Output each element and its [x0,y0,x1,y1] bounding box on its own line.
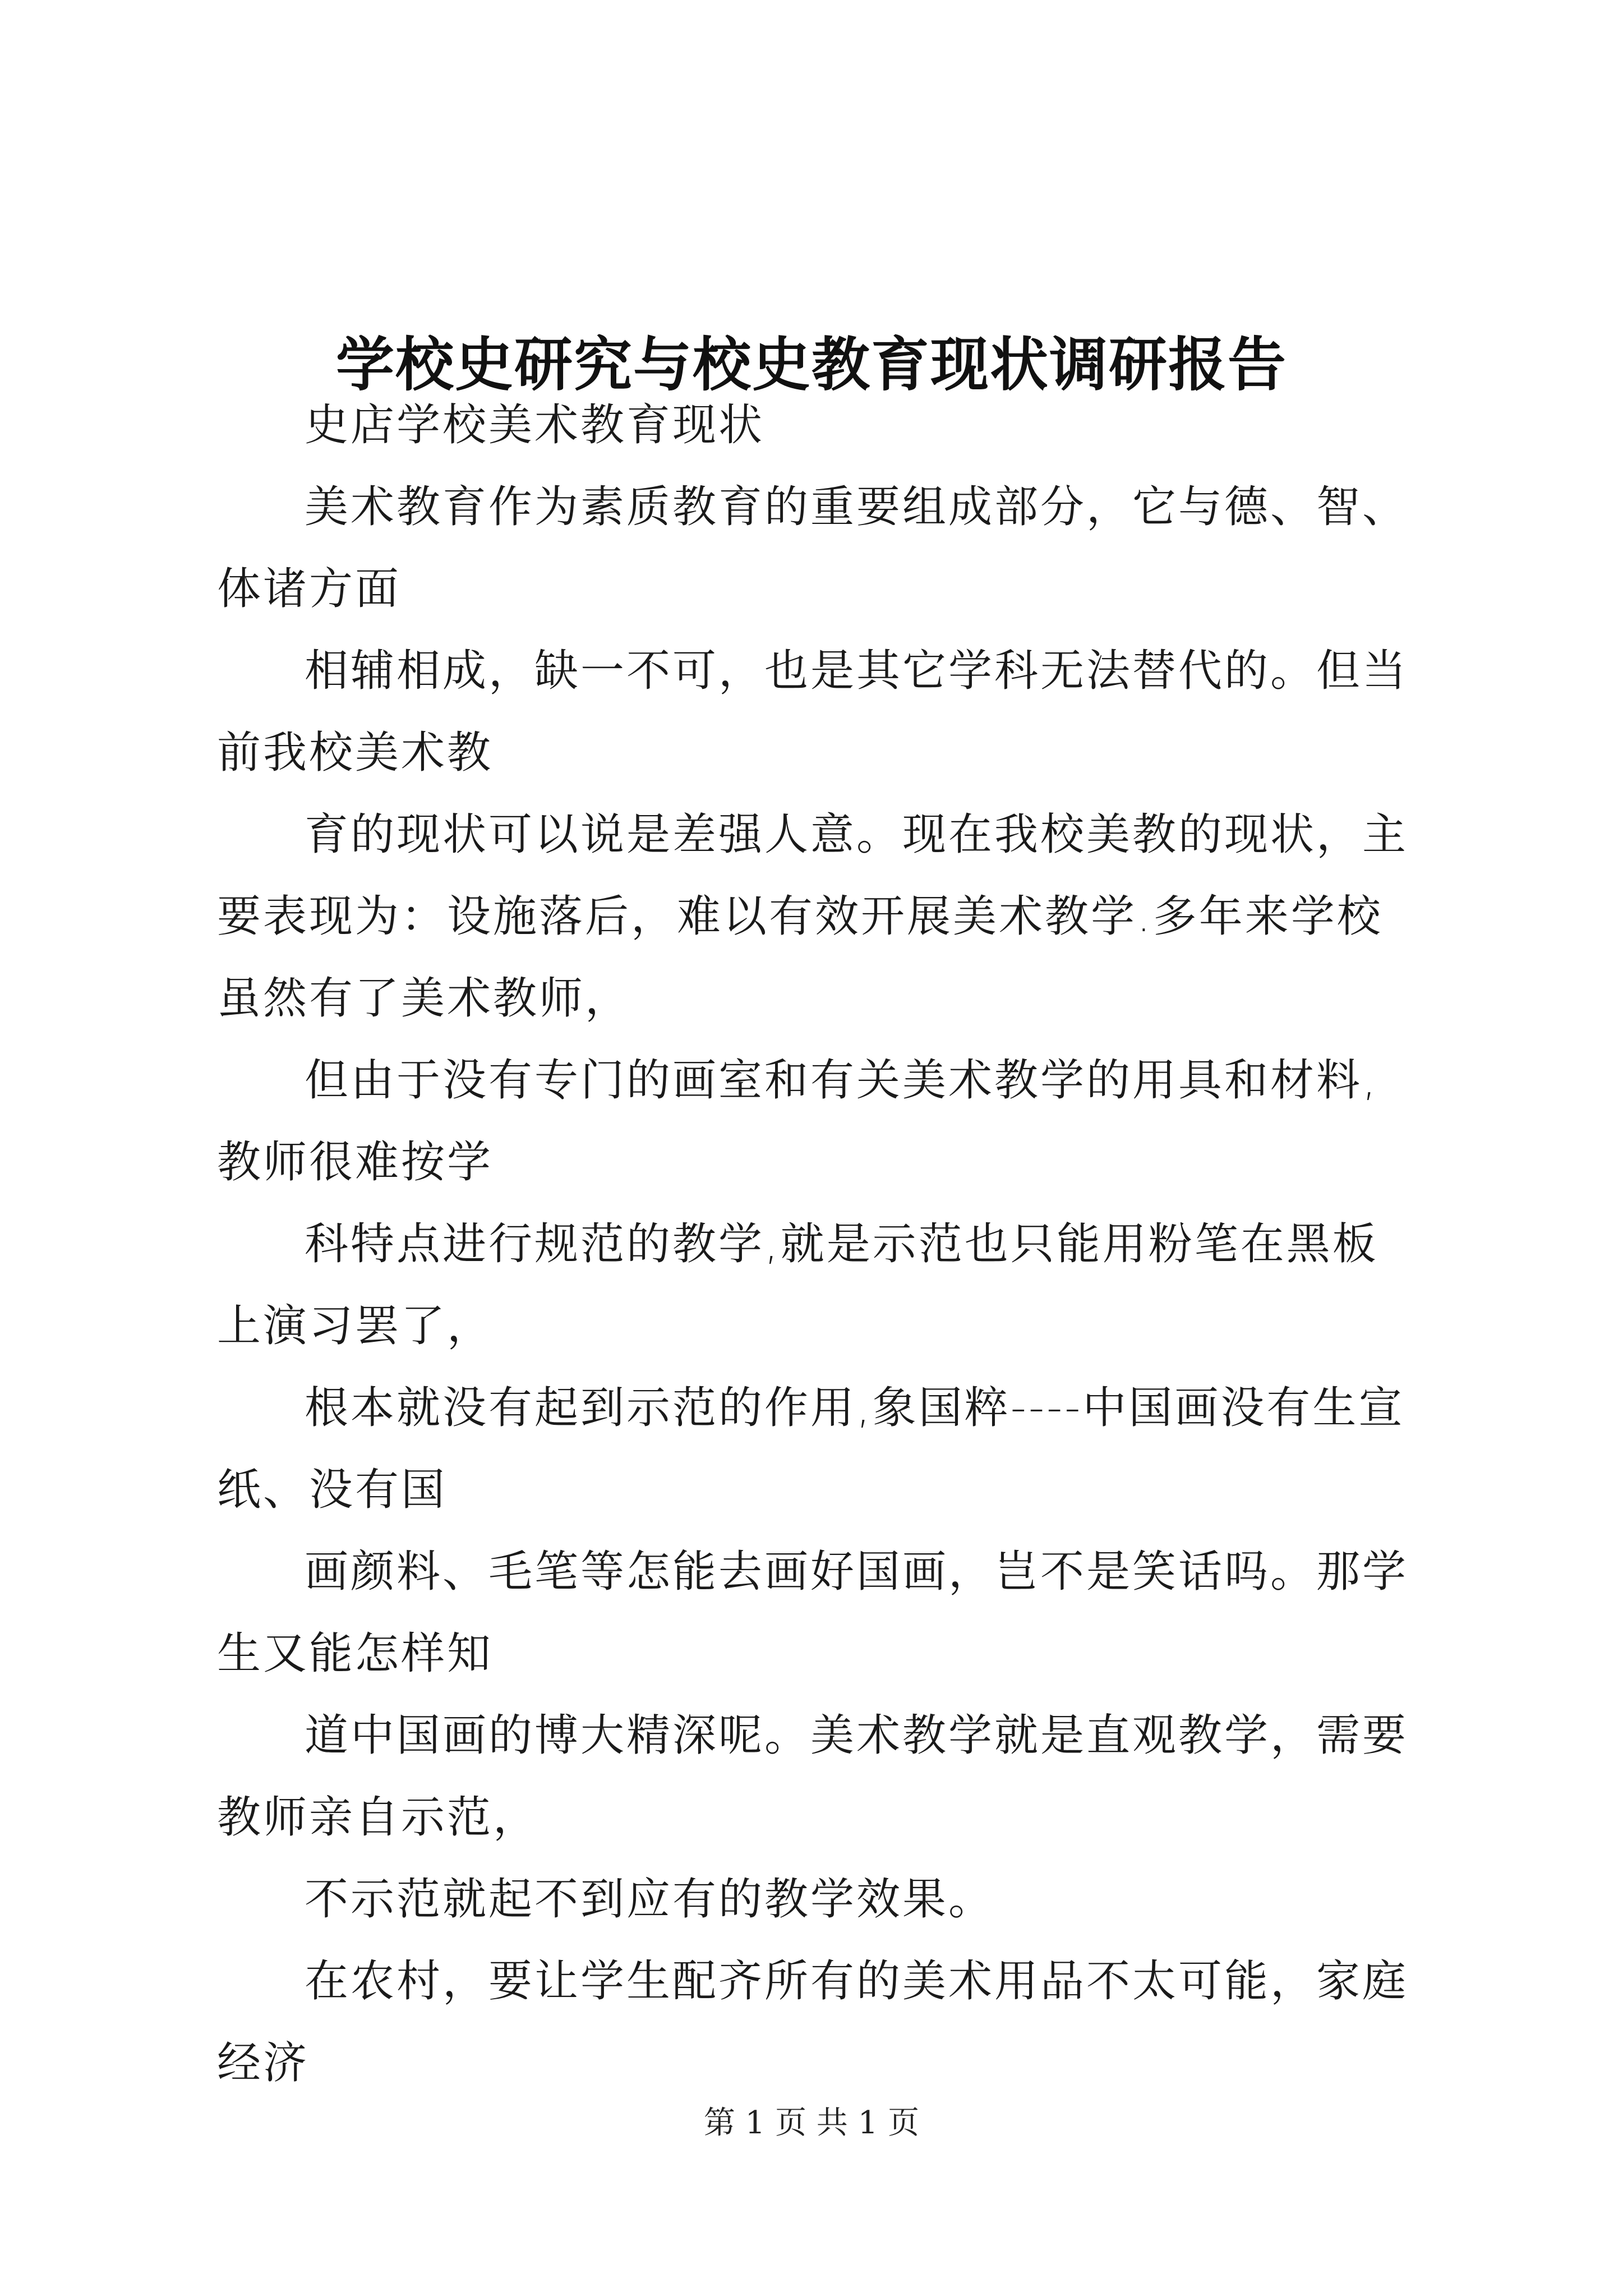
page-number-footer: 第 1 页 共 1 页 [703,2105,920,2141]
paragraph: 根本就没有起到示范的作用,象国粹----中国画没有生宣纸、没有国 [217,1383,1405,1515]
paragraph: 但由于没有专门的画室和有关美术教学的用具和材料,教师很难按学 [217,1055,1378,1188]
paragraph: 美术教育作为素质教育的重要组成部分，它与德、智、体诸方面 [217,482,1409,614]
paragraph: 相辅相成，缺一不可，也是其它学科无法替代的。但当前我校美术教 [217,646,1409,778]
paragraph-subtitle: 史店学校美术教育现状 [305,400,765,450]
paragraph: 不示范就起不到应有的教学效果。 [305,1874,995,1925]
document-title: 学校史研究与校史教育现状调研报告 [335,329,1287,399]
paragraph: 科特点进行规范的教学,就是示范也只能用粉笔在黑板上演习罢了， [217,1219,1378,1351]
paragraph: 育的现状可以说是差强人意。现在我校美教的现状，主要表现为：设施落后，难以有效开展美术教学.多年来学校虽然有了美术教师， [217,809,1409,1024]
document-body [217,384,1412,2104]
paragraph: 画颜料、毛笔等怎能去画好国画，岂不是笑话吗。那学生又能怎样知 [217,1547,1409,1679]
paragraph: 在农村，要让学生配齐所有的美术用品不太可能，家庭经济 [217,1956,1409,2088]
paragraph: 道中国画的博大精深呢。美术教学就是直观教学，需要教师亲自示范， [217,1710,1409,1843]
